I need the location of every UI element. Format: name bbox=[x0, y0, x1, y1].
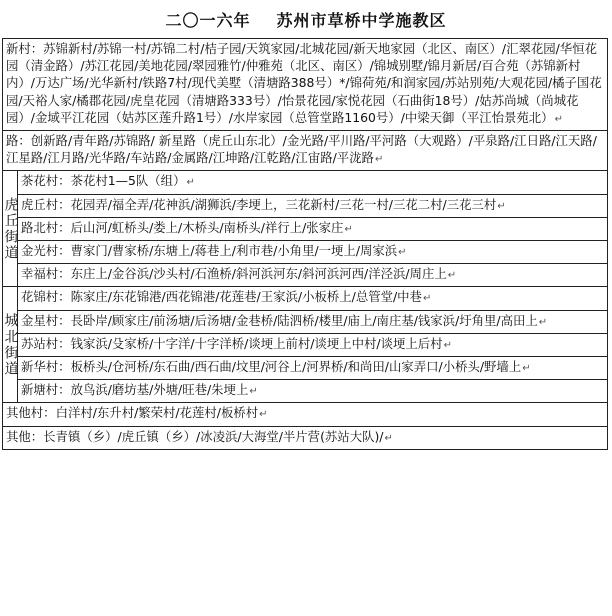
others-village-label: 其他村： bbox=[6, 405, 56, 421]
xincun-row bbox=[3, 39, 607, 131]
village-row bbox=[18, 195, 607, 218]
huqiu-district-label: 虎丘街道 bbox=[3, 171, 18, 286]
village-name: 新塘村： bbox=[21, 382, 71, 398]
village-places: 钱家浜/殳家桥/十字洋/十字洋桥/谈埂上前村/谈埂上中村/谈埂上后村 bbox=[70, 335, 443, 351]
village-places: 东庄上/金谷浜/沙头村/石渔桥/斜河浜河东/斜河浜河西/洋泾浜/周庄上 bbox=[70, 266, 447, 282]
village-row bbox=[18, 334, 607, 357]
chengbei-district-label: 城北街道 bbox=[3, 287, 18, 402]
roads-label: 路： bbox=[6, 133, 31, 149]
village-places: 放鸟浜/磨坊基/外塘/旺巷/朱埂上 bbox=[70, 382, 249, 398]
village-name: 幸福村： bbox=[21, 266, 71, 282]
village-name: 花锦村： bbox=[21, 289, 71, 305]
paragraph-mark-icon: ↵ bbox=[259, 409, 268, 421]
roads-row bbox=[3, 131, 607, 171]
paragraph-mark-icon: ↵ bbox=[344, 223, 353, 235]
village-places: 茶花村1—5队（组） bbox=[70, 173, 186, 189]
huqiu-district bbox=[3, 171, 607, 287]
paragraph-mark-icon: ↵ bbox=[384, 432, 393, 444]
village-name: 路北村： bbox=[21, 219, 71, 235]
page-title bbox=[0, 8, 612, 31]
title-name: 苏州市草桥中学施教区 bbox=[276, 11, 447, 30]
village-row bbox=[18, 380, 607, 402]
village-name: 新华村： bbox=[21, 359, 71, 375]
paragraph-mark-icon: ↵ bbox=[522, 363, 531, 375]
village-places: 長卧岸/顾家庄/前汤塘/后汤塘/金巷桥/陆泗桥/楼里/庙上/南庄基/钱家浜/圩角里/高田上 bbox=[70, 312, 538, 328]
xincun-label: 新村： bbox=[6, 41, 44, 56]
xincun-list: 苏锦新村/苏锦一村/苏锦二村/桔子园/天筑家园/北城花园/新天地家园（北区、南区）/汇翠花园/华恒花园（清金路）/苏江花园/美地花园/翠园雅竹/仲雅苑（北区、南区）/锦城别墅/锦月新居/百合苑（苏锦新村内）/万达广场/光华新村/铁路7村/现代美墅（清塘路388号）*/锦荷苑/和润家园/苏站别苑/大观花园/橘子国花园/天裕人家/橘郡花园/虎皇花园（清塘路333号）/怡景花园/家悦花园（石曲街18号）/姑苏尚城（尚城花园）/金域平江花园（姑苏区莲升路1号）/水岸家园（总管堂路1160号）/中梁天御（平江怡景苑北） bbox=[6, 41, 602, 125]
village-places: 板桥头/仓河桥/东石曲/西石曲/坟里/河谷上/河界桥/和尚田/山家弄口/小桥头/野墙上 bbox=[70, 359, 522, 375]
village-row bbox=[18, 311, 607, 334]
roads-list: 创新路/青年路/苏锦路/ 新星路（虎丘山东北）/金光路/平川路/平河路（大观路）/平泉路/江日路/江天路/江星路/江月路/光华路/车站路/金属路/江坤路/江乾路/江宙路/平泷路 bbox=[6, 133, 597, 166]
others-label: 其他： bbox=[6, 428, 44, 444]
others-village-list: 白洋村/东升村/繁荣村/花莲村/板桥村 bbox=[55, 405, 259, 421]
village-places: 后山河/虹桥头/娄上/木桥头/南桥头/祥行上/张家庄 bbox=[70, 219, 344, 235]
district-table bbox=[2, 38, 608, 450]
village-places: 花园弄/福全弄/花神浜/湖狮浜/李埂上，三花新村/三花一村/三花二村/三花三村 bbox=[70, 196, 497, 212]
paragraph-mark-icon: ↵ bbox=[422, 293, 432, 305]
paragraph-mark-icon: ↵ bbox=[554, 113, 563, 125]
village-name: 虎丘村： bbox=[21, 196, 71, 212]
village-places: 陈家庄/东花锦港/西花锦港/花莲巷/王家浜/小板桥上/总管堂/中巷 bbox=[70, 289, 422, 305]
village-row bbox=[18, 264, 607, 286]
others-village-row bbox=[3, 403, 607, 426]
village-row bbox=[18, 241, 607, 264]
paragraph-mark-icon: ↵ bbox=[447, 270, 457, 282]
others-row bbox=[3, 427, 607, 449]
paragraph-mark-icon: ↵ bbox=[398, 247, 407, 259]
village-places: 曹家门/曹家桥/东塘上/蒋巷上/利市巷/小角里/一埂上/周家浜 bbox=[70, 243, 398, 259]
paragraph-mark-icon: ↵ bbox=[374, 154, 384, 166]
paragraph-mark-icon: ↵ bbox=[249, 386, 258, 398]
paragraph-mark-icon: ↵ bbox=[443, 339, 452, 351]
village-row bbox=[18, 171, 607, 194]
others-list: 长青镇（乡）/虎丘镇（乡）/冰凌浜/大海堂/半片营(苏站大队)/ bbox=[43, 428, 384, 444]
title-year: 二〇一六年 bbox=[165, 11, 251, 30]
paragraph-mark-icon: ↵ bbox=[538, 316, 548, 328]
village-row bbox=[18, 218, 607, 241]
paragraph-mark-icon: ↵ bbox=[497, 200, 506, 212]
chengbei-district bbox=[3, 287, 607, 403]
village-name: 金光村： bbox=[21, 243, 71, 259]
village-name: 茶花村： bbox=[21, 173, 71, 189]
village-row bbox=[18, 287, 607, 310]
village-name: 苏站村： bbox=[21, 335, 71, 351]
village-row bbox=[18, 357, 607, 380]
village-name: 金星村： bbox=[21, 312, 71, 328]
paragraph-mark-icon: ↵ bbox=[186, 177, 195, 189]
